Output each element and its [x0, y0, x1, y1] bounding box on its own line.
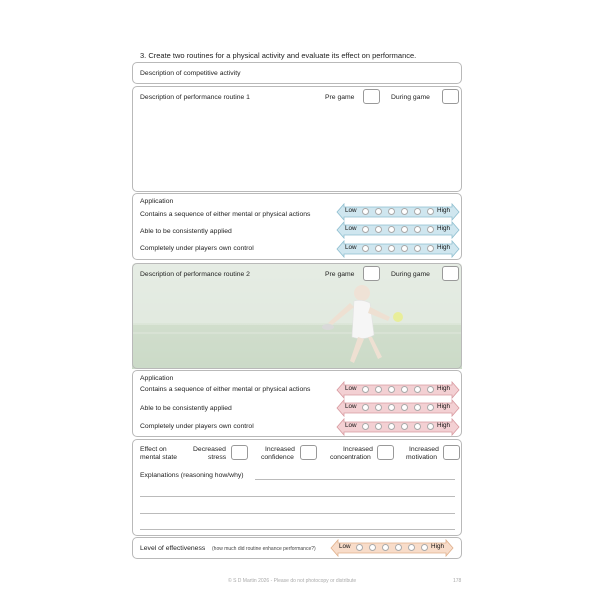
routine1-box[interactable]	[132, 86, 462, 192]
routine2-box[interactable]	[132, 263, 462, 369]
increased-motivation-checkbox[interactable]	[443, 445, 460, 460]
rating-dot[interactable]	[427, 386, 434, 393]
rating-dot[interactable]	[388, 404, 395, 411]
routine1-pre-game-checkbox[interactable]	[363, 89, 380, 104]
rating-dot[interactable]	[382, 544, 389, 551]
scale-high-label: High	[437, 403, 450, 410]
scale-high-label: High	[437, 385, 450, 392]
rating-dot[interactable]	[388, 208, 395, 215]
rating-dot[interactable]	[362, 226, 369, 233]
application2-title: Application	[140, 375, 174, 382]
rating-dot[interactable]	[401, 245, 408, 252]
scale-rating-dots	[362, 226, 434, 234]
rating-dot[interactable]	[427, 423, 434, 430]
scale-high-label: High	[437, 225, 450, 232]
rating-dot[interactable]	[427, 226, 434, 233]
decreased-stress-line2: stress	[208, 454, 227, 461]
routine2-during-game-label: During game	[391, 271, 430, 278]
increased-confidence-line2: confidence	[261, 454, 294, 461]
routine1-title: Description of performance routine 1	[140, 94, 250, 101]
scale-high-label: High	[437, 207, 450, 214]
scale-rating-dots	[362, 208, 434, 216]
effect-label-line2: mental state	[140, 454, 178, 461]
increased-concentration-checkbox[interactable]	[377, 445, 394, 460]
application2-row3-label: Completely under players own control	[140, 423, 254, 430]
rating-dot[interactable]	[421, 544, 428, 551]
rating-dot[interactable]	[362, 386, 369, 393]
rating-dot[interactable]	[427, 208, 434, 215]
scale-high-label: High	[437, 244, 450, 251]
scale-rating-dots	[362, 404, 434, 412]
scale-low-label: Low	[345, 422, 357, 429]
routine1-during-game-checkbox[interactable]	[442, 89, 459, 104]
scale-high-label: High	[437, 422, 450, 429]
explanation-line-2[interactable]	[140, 496, 455, 497]
effectiveness-label: Level of effectiveness	[140, 545, 206, 552]
app2-row1-scale[interactable]	[336, 380, 460, 400]
increased-motivation-line2: motivation	[406, 454, 437, 461]
application2-row2-label: Able to be consistently applied	[140, 405, 232, 412]
application1-row1-label: Contains a sequence of either mental or physical actions	[140, 211, 311, 218]
explanation-line-4[interactable]	[140, 529, 455, 530]
application2-row1-label: Contains a sequence of either mental or physical actions	[140, 386, 311, 393]
scale-rating-dots	[362, 245, 434, 253]
scale-rating-dots	[362, 423, 434, 431]
rating-dot[interactable]	[401, 404, 408, 411]
rating-dot[interactable]	[375, 404, 382, 411]
scale-rating-dots	[356, 544, 428, 552]
rating-dot[interactable]	[375, 208, 382, 215]
explanations-label: Explanations (reasoning how/why)	[140, 472, 244, 479]
question-heading: 3. Create two routines for a physical activity and evaluate its effect on performance.	[140, 51, 417, 60]
scale-low-label: Low	[345, 207, 357, 214]
application1-row2-label: Able to be consistently applied	[140, 228, 232, 235]
competitive-activity-box[interactable]	[132, 62, 462, 84]
rating-dot[interactable]	[362, 404, 369, 411]
app1-row1-scale[interactable]	[336, 202, 460, 222]
rating-dot[interactable]	[427, 245, 434, 252]
increased-concentration-line2: concentration	[330, 454, 371, 461]
effect-label-line1: Effect on	[140, 446, 167, 453]
routine1-during-game-label: During game	[391, 94, 430, 101]
decreased-stress-line1: Decreased	[193, 446, 226, 453]
increased-confidence-checkbox[interactable]	[300, 445, 317, 460]
rating-dot[interactable]	[401, 386, 408, 393]
routine2-pre-game-checkbox[interactable]	[363, 266, 380, 281]
rating-dot[interactable]	[414, 226, 421, 233]
rating-dot[interactable]	[388, 245, 395, 252]
scale-low-label: Low	[345, 225, 357, 232]
page-number: 178	[453, 578, 462, 584]
rating-dot[interactable]	[414, 386, 421, 393]
scale-low-label: Low	[345, 385, 357, 392]
rating-dot[interactable]	[369, 544, 376, 551]
rating-dot[interactable]	[362, 245, 369, 252]
rating-dot[interactable]	[388, 423, 395, 430]
copyright-notice: © S D Martin 2026 - Please do not photocopy or distribute	[228, 578, 357, 584]
rating-dot[interactable]	[375, 423, 382, 430]
rating-dot[interactable]	[375, 245, 382, 252]
scale-high-label: High	[431, 543, 444, 550]
effectiveness-scale[interactable]	[330, 538, 454, 558]
app2-row2-scale[interactable]	[336, 398, 460, 418]
scale-low-label: Low	[345, 244, 357, 251]
routine2-title: Description of performance routine 2	[140, 271, 250, 278]
rating-dot[interactable]	[395, 544, 402, 551]
rating-dot[interactable]	[375, 386, 382, 393]
explanation-line-3[interactable]	[140, 513, 455, 514]
explanation-line-1[interactable]	[255, 479, 455, 480]
rating-dot[interactable]	[414, 208, 421, 215]
effect-box	[132, 439, 462, 536]
routine2-pre-game-label: Pre game	[325, 271, 355, 278]
rating-dot[interactable]	[375, 226, 382, 233]
application1-row3-label: Completely under players own control	[140, 245, 254, 252]
app1-row2-scale[interactable]	[336, 220, 460, 240]
routine1-pre-game-label: Pre game	[325, 94, 355, 101]
rating-dot[interactable]	[414, 245, 421, 252]
scale-low-label: Low	[339, 543, 351, 550]
rating-dot[interactable]	[408, 544, 415, 551]
rating-dot[interactable]	[388, 226, 395, 233]
decreased-stress-checkbox[interactable]	[231, 445, 248, 460]
application1-title: Application	[140, 198, 174, 205]
rating-dot[interactable]	[356, 544, 363, 551]
rating-dot[interactable]	[401, 226, 408, 233]
increased-confidence-line1: Increased	[265, 446, 295, 453]
routine2-during-game-checkbox[interactable]	[442, 266, 459, 281]
app1-row3-scale[interactable]	[336, 239, 460, 259]
rating-dot[interactable]	[414, 423, 421, 430]
scale-rating-dots	[362, 386, 434, 394]
increased-concentration-line1: Increased	[343, 446, 373, 453]
rating-dot[interactable]	[362, 423, 369, 430]
rating-dot[interactable]	[401, 208, 408, 215]
effectiveness-note: (how much did routine enhance performance?)	[212, 546, 316, 552]
rating-dot[interactable]	[401, 423, 408, 430]
rating-dot[interactable]	[414, 404, 421, 411]
rating-dot[interactable]	[362, 208, 369, 215]
scale-low-label: Low	[345, 403, 357, 410]
app2-row3-scale[interactable]	[336, 417, 460, 437]
competitive-activity-label: Description of competitive activity	[140, 70, 241, 77]
increased-motivation-line1: Increased	[409, 446, 439, 453]
rating-dot[interactable]	[427, 404, 434, 411]
rating-dot[interactable]	[388, 386, 395, 393]
